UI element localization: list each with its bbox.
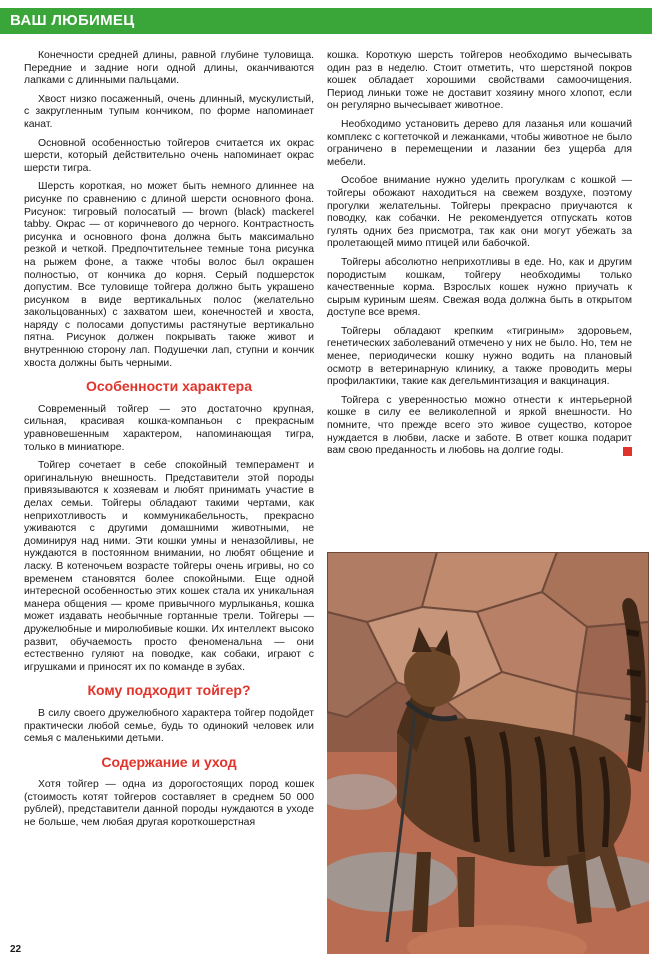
body-paragraph: Конечности средней длины, равной глубине туловища. Передние и задние ноги одной длины, оканчиваются лапками с длинными пальцами. bbox=[24, 50, 314, 87]
continued-paragraph: кошка. Короткую шерсть тойгеров необходимо вычесывать один раз в неделю. Стоит отметить, что шерстяной покров кошек обладает хорошими свойствами самоочищения. Период линьки тоже не доставит хозяину много хлопот, если он регулярно вычесывает животное. bbox=[327, 50, 632, 112]
body-paragraph: Хотя тойгер — одна из дорогостоящих пород кошек (стоимость котят тойгеров составляет в среднем 50 000 рублей), представители данной породы нуждаются в уходе не больше, чем любая другая короткошерстная bbox=[24, 779, 314, 829]
body-paragraph: Особое внимание нужно уделить прогулкам с кошкой — тойгеры обожают находиться на свежем воздухе, поэтому прогулки желательны. Тойгеры прекрасно приучаются к поводку, как собачки. Не рекомендуется отпускать котов гулять одних без присмотра, так как они могут убежать за пролетающей мимо птицей или бабочкой. bbox=[327, 175, 632, 250]
section-header-bar bbox=[0, 8, 652, 34]
body-paragraph: Хвост низко посаженный, очень длинный, мускулистый, с закругленным тупым кончиком, по форме напоминает канат. bbox=[24, 93, 314, 130]
body-paragraph: В силу своего дружелюбного характера тойгер подойдет практически любой семье, будь то одинокий человек или семья с маленькими детьми. bbox=[24, 707, 314, 745]
section-title: ВАШ ЛЮБИМЕЦ bbox=[10, 12, 135, 29]
heading-character: Особенности характера bbox=[86, 378, 252, 395]
body-paragraph: Тойгер сочетает в себе спокойный темперамент и оригинальную внешность. Представители этой породы привязываются к хозяевам и любят принимать участие в делах семьи. Тойгеры обладают такими чертами, как неприхотливость и коммуникабельность, прекрасно уживаются с другими домашними животными, не доминируя над ними. Эти кошки умны и неназойливы, не нуждаются в постоянном внимании, но любят общение и ласку. В котеночьем возрасте тойгеры очень игривы, но со временем становятся более спокойными. Еще одной интересной особенностью этих кошек стала их уникальная манера общения — кроме привычного мурлыканья, кошка может издавать необычные гортанные трели. Тойгеры — дружелюбные и миролюбивые кошки. Их интеллект высоко развит, обучаемость просто феноменальна — они естественно гуляют на поводке, как собаки, играют с игрушками и приносят их по команде в зубах. bbox=[24, 460, 314, 673]
final-paragraph-text: Тойгера с уверенностью можно отнести к интерьерной кошке в силу ее великолепной и яркой внешности. Но помните, что прежде всего это живое существо, которое нуждается в любви, ласке и заботе. В ответ кошка подарит вам свою преданность и любовь на долгие годы. bbox=[327, 394, 632, 457]
body-paragraph: Необходимо установить дерево для лазанья или кошачий комплекс с когтеточкой и лежанками, чтобы животное не было ограничено в перемещении и лазании без ущерба для мебели. bbox=[327, 118, 632, 168]
body-paragraph: Тойгеры обладают крепким «тигриным» здоровьем, генетических заболеваний отмечено у них не было. Но, тем не менее, периодически кошку нужно водить на плановый осмотр в ветеринарную клинику, а также проводить меры профилактики, такие как дегельминтизация и вакцинация. bbox=[327, 325, 632, 388]
heading-care: Содержание и уход bbox=[101, 753, 237, 770]
body-paragraph-final bbox=[327, 395, 632, 458]
page-number: 22 bbox=[10, 944, 22, 955]
heading-suits: Кому подходит тойгер? bbox=[87, 682, 251, 699]
body-paragraph: Тойгеры абсолютно неприхотливы в еде. Но, как и другим породистым кошкам, тойгеру необходимы только качественные корма. Взрослых кошек нужно приучать к сырым куриным шеям. Свежая вода должна быть в открытом доступе все время. bbox=[327, 256, 632, 319]
left-text-column bbox=[24, 50, 314, 836]
body-paragraph: Шерсть короткая, но может быть немного длиннее на рисунке по сравнению с длиной шерсти основного фона. Рисунок: тигровый полосатый — brown (black) mackerel tabby. Окрас — от коричневого до черного. Контрастность рисунка и основного фона должна быть максимально резкой и четкой. Предпочтительнее темные тона рисунка на рыжем фоне, а также чтобы волос был окрашен полностью, от кончика до корня. Серый подшерсток допустим. Все туловище тойгера должно быть украшено рисунком в виде вертикальных полос (желательно закольцованных) с захватом шеи, конечностей и хвоста, наряду с полосами допустимы растянутые вертикально пятна. Рисунок должен покрывать также живот и внутреннюю сторону лап. Подушечки лап, ступни и кончик хвоста должны быть черными. bbox=[24, 181, 314, 369]
article-end-marker bbox=[623, 447, 632, 456]
cat-illustration bbox=[327, 552, 649, 954]
body-paragraph: Основной особенностью тойгеров считается их окрас шерсти, который действительно очень напоминает окрас шерсти тигра. bbox=[24, 137, 314, 174]
body-paragraph: Современный тойгер — это достаточно крупная, сильная, красивая кошка-компаньон с прекрасным уравновешенным характером, напоминающая тигра, только в миниатюре. bbox=[24, 403, 314, 453]
right-text-column bbox=[327, 50, 632, 464]
toyger-cat-photo bbox=[327, 552, 649, 954]
